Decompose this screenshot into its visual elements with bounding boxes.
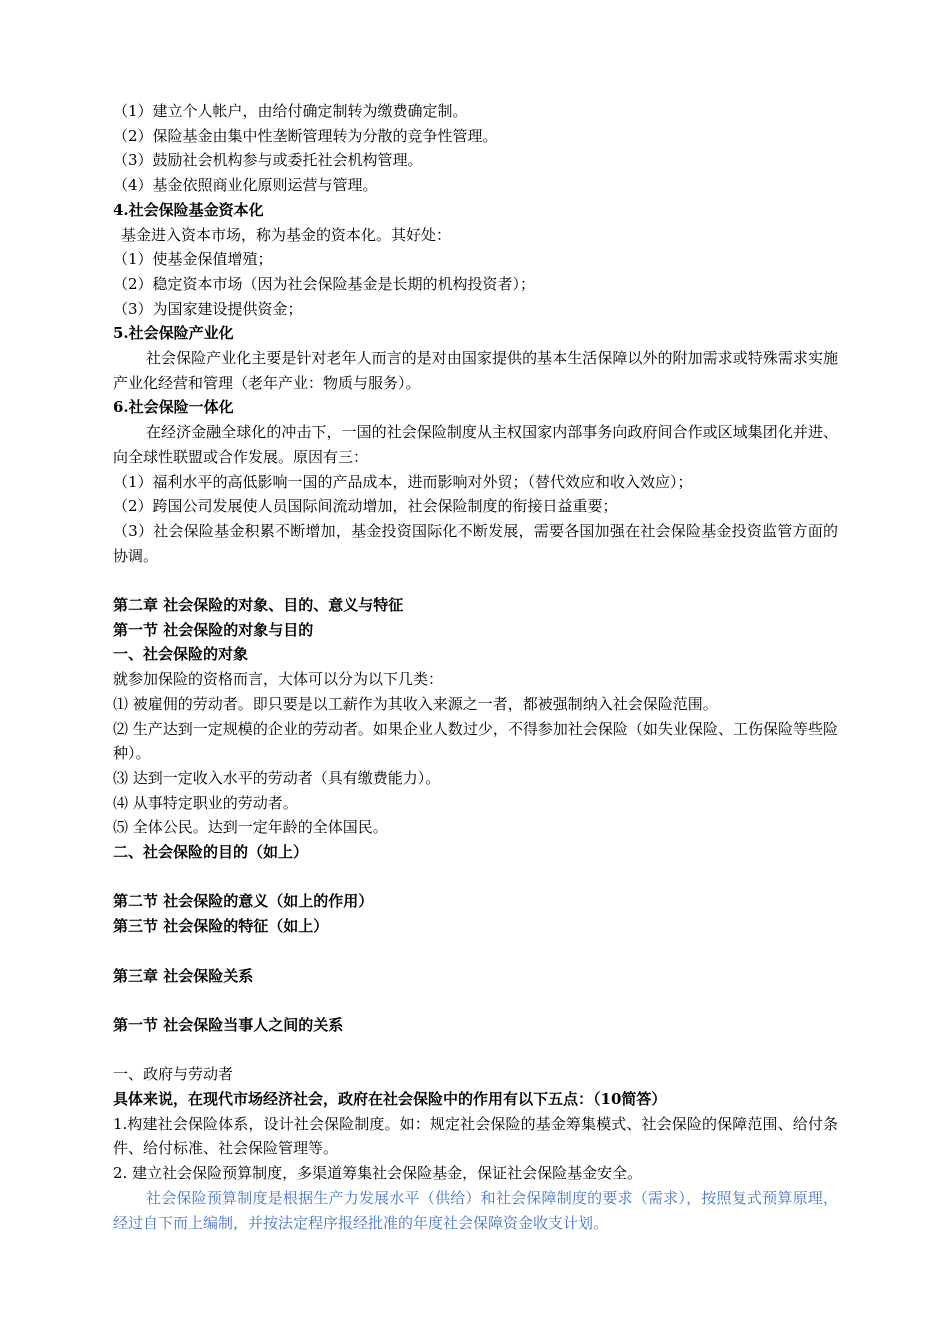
section-heading: 4.社会保险基金资本化 xyxy=(113,200,264,219)
spacer xyxy=(113,865,838,890)
spacer xyxy=(113,988,838,1013)
list-item: ⑴ 被雇佣的劳动者。即只要是以工薪作为其收入来源之一者，都被强制纳入社会保险范围。 xyxy=(113,694,718,713)
list-item: （4）基金依照商业化原则运营与管理。 xyxy=(113,176,378,195)
list-item: ⑷ 从事特定职业的劳动者。 xyxy=(113,793,298,812)
section-heading: 第三节 社会保险的特征（如上） xyxy=(113,917,329,936)
section-heading: 第一节 社会保险当事人之间的关系 xyxy=(113,1015,344,1034)
list-item: （1）建立个人帐户，由给付确定制转为缴费确定制。 xyxy=(113,102,468,120)
list-item: 2. 建立社会保险预算制度，多渠道筹集社会保险基金，保证社会保险基金安全。 xyxy=(113,1164,643,1183)
list-item: （2）稳定资本市场（因为社会保险基金是长期的机构投资者）； xyxy=(113,274,536,293)
section-heading: 第二节 社会保险的意义（如上的作用） xyxy=(113,892,374,911)
subsection-heading: 一、社会保险的对象 xyxy=(113,645,249,664)
paragraph: 社会保险产业化主要是针对老年人而言的是对由国家提供的基本生活保障以外的附加需求或特殊需求实施产业化经营和管理（老年产业：物质与服务）。 xyxy=(113,349,838,392)
list-item: （1）福利水平的高低影响一国的产品成本，进而影响对外贸；（替代效应和收入效应）； xyxy=(113,472,693,491)
paragraph: 基金进入资本市场，称为基金的资本化。其好处： xyxy=(121,225,452,244)
highlighted-paragraph: 社会保险预算制度是根据生产力发展水平（供给）和社会保障制度的要求（需求），按照复式预算原理，经过自下而上编制，并按法定程序报经批准的年度社会保障资金收支计划。 xyxy=(113,1188,838,1232)
list-item: （2）跨国公司发展使人员国际间流动增加，社会保险制度的衔接日益重要； xyxy=(113,497,618,516)
section-heading: 第一节 社会保险的对象与目的 xyxy=(113,620,314,639)
list-item: 1.构建社会保险体系，设计社会保险制度。如：规定社会保险的基金筹集模式、社会保险的保障范围、给付条件、给付标准、社会保险管理等。 xyxy=(113,1114,838,1158)
section-heading: 5.社会保险产业化 xyxy=(113,324,234,343)
chapter-heading: 第三章 社会保险关系 xyxy=(113,966,254,985)
spacer xyxy=(113,1038,838,1063)
spacer xyxy=(113,939,838,964)
document-body xyxy=(113,99,838,1235)
subsection-heading: 二、社会保险的目的（如上） xyxy=(113,843,309,862)
list-item: ⑸ 全体公民。达到一定年龄的全体国民。 xyxy=(113,818,388,837)
list-item: （3）为国家建设提供资金； xyxy=(113,299,303,318)
section-heading: 6.社会保险一体化 xyxy=(113,398,234,417)
list-item: （2）保险基金由集中性垄断管理转为分散的竞争性管理。 xyxy=(113,126,498,145)
list-item: （3）鼓励社会机构参与或委托社会机构管理。 xyxy=(113,151,423,170)
question-heading: 具体来说，在现代市场经济社会，政府在社会保险中的作用有以下五点：（10简答） xyxy=(113,1090,667,1109)
subsection-heading: 一、政府与劳动者 xyxy=(113,1065,234,1084)
list-item: （1）使基金保值增殖； xyxy=(113,250,273,269)
list-item: ⑶ 达到一定收入水平的劳动者（具有缴费能力）。 xyxy=(113,768,441,787)
list-item: ⑵ 生产达到一定规模的企业的劳动者。如果企业人数过少，不得参加社会保险（如失业保险、工伤保险等些险种）。 xyxy=(113,719,838,763)
chapter-heading: 第二章 社会保险的对象、目的、意义与特征 xyxy=(113,596,404,615)
paragraph: 就参加保险的资格而言，大体可以分为以下几类： xyxy=(113,670,444,689)
spacer xyxy=(113,568,838,593)
list-item: （3）社会保险基金积累不断增加，基金投资国际化不断发展，需要各国加强在社会保险基金投资监管方面的协调。 xyxy=(113,521,838,565)
paragraph: 在经济金融全球化的冲击下，一国的社会保险制度从主权国家内部事务向政府间合作或区域集团化并进、向全球性联盟或合作发展。原因有三： xyxy=(113,423,838,466)
